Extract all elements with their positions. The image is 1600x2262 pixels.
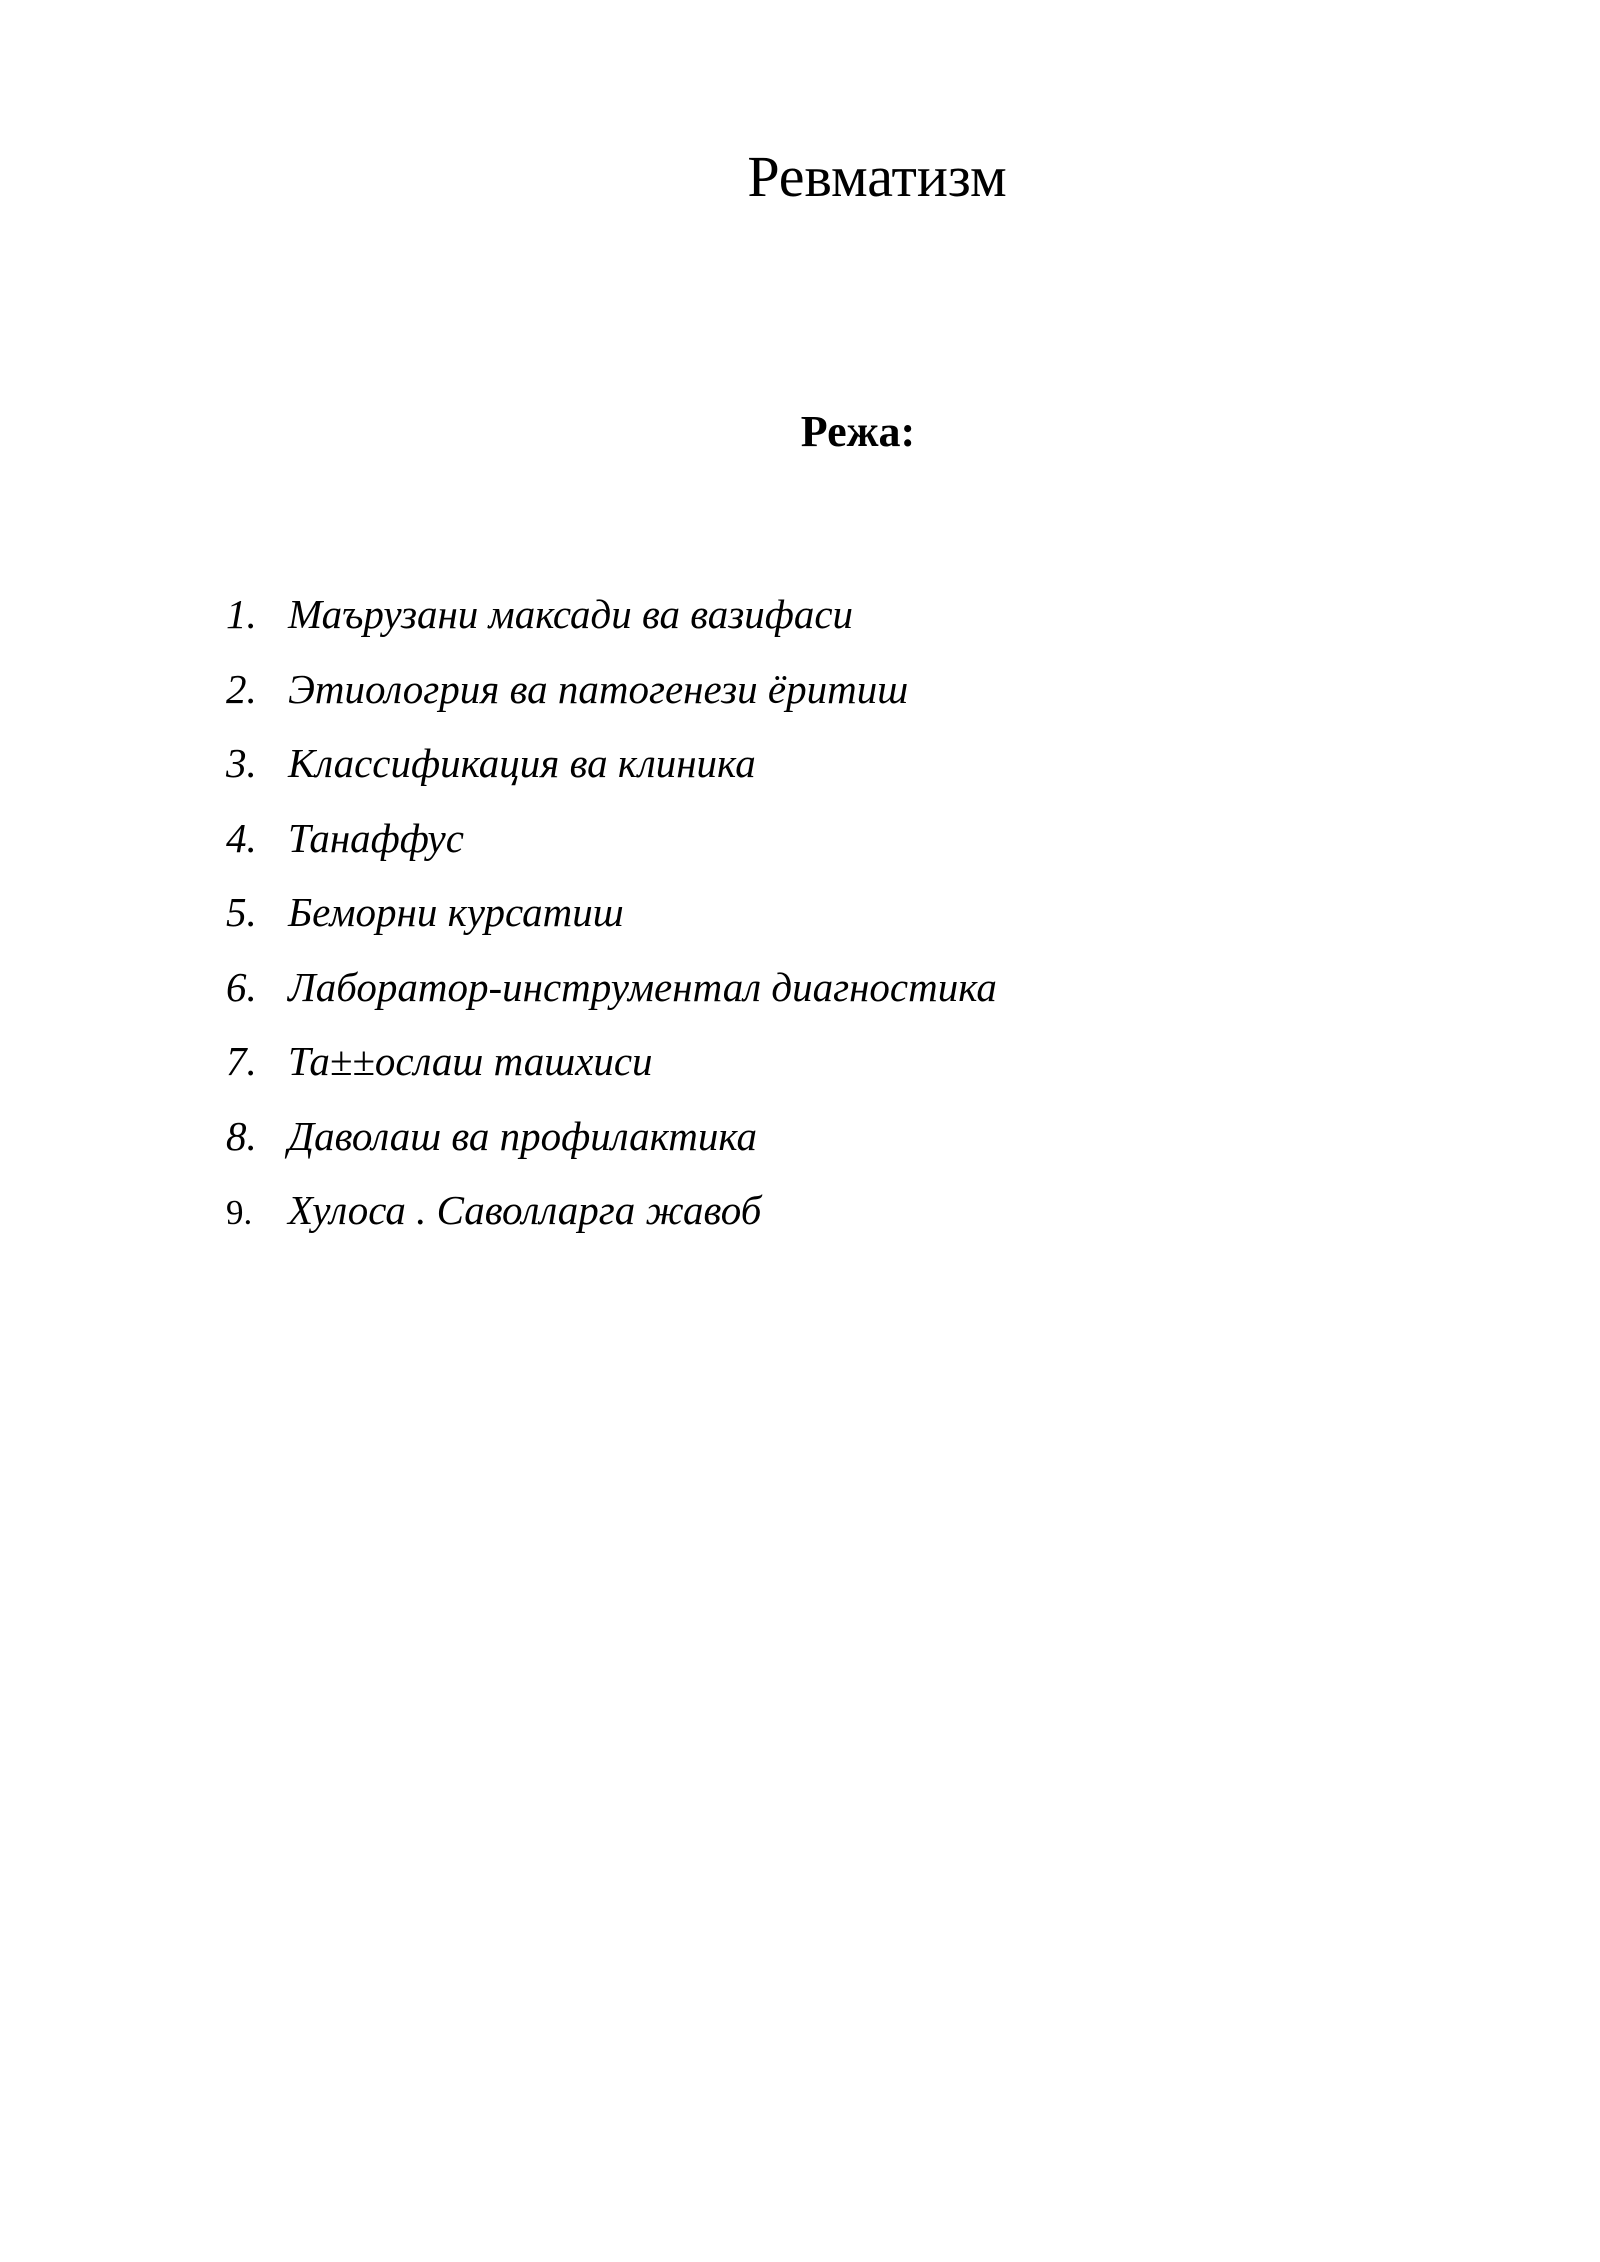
plan-item-9: [226, 1186, 997, 1261]
plan-item-number: 5.: [226, 889, 257, 935]
plan-item-8: [226, 1112, 997, 1187]
plan-item-number: 4.: [226, 814, 257, 861]
plan-item-text: Классификация ва клиника: [288, 740, 756, 786]
plan-item-1: [226, 590, 997, 665]
plan-item-number: 7.: [226, 1038, 257, 1084]
plan-list: [226, 590, 997, 1261]
plan-item-3: [226, 739, 997, 814]
plan-item-2: [226, 665, 997, 740]
plan-item-text: Этиологрия ва патогенези ёритиш: [288, 665, 909, 712]
plan-item-4: [226, 814, 997, 889]
plan-item-number: 6.: [226, 963, 257, 1010]
plan-item-number: 8.: [226, 1112, 257, 1159]
plan-item-5: [226, 888, 997, 963]
plan-item-number: 3.: [226, 740, 257, 786]
plan-item-number: 1.: [226, 591, 257, 637]
plan-item-text: Та±±ослаш ташхиси: [288, 1038, 653, 1084]
plan-item-text: Маърузани максади ва вазифаси: [288, 591, 854, 637]
plan-item-text: Хулоса . Саволларга жавоб: [288, 1187, 762, 1233]
plan-item-number: 9.: [226, 1193, 253, 1232]
page-title: Ревматизм: [747, 144, 1007, 209]
plan-item-text: Беморни курсатиш: [288, 889, 624, 935]
plan-item-text: Лаборатор-инструментал диагностика: [288, 963, 997, 1010]
plan-heading: Режа:: [800, 407, 916, 456]
plan-item-6: [226, 963, 997, 1038]
plan-item-7: [226, 1037, 997, 1112]
plan-item-number: 2.: [226, 665, 257, 712]
plan-item-text: Танаффус: [288, 814, 464, 861]
plan-item-text: Даволаш ва профилактика: [288, 1112, 758, 1159]
